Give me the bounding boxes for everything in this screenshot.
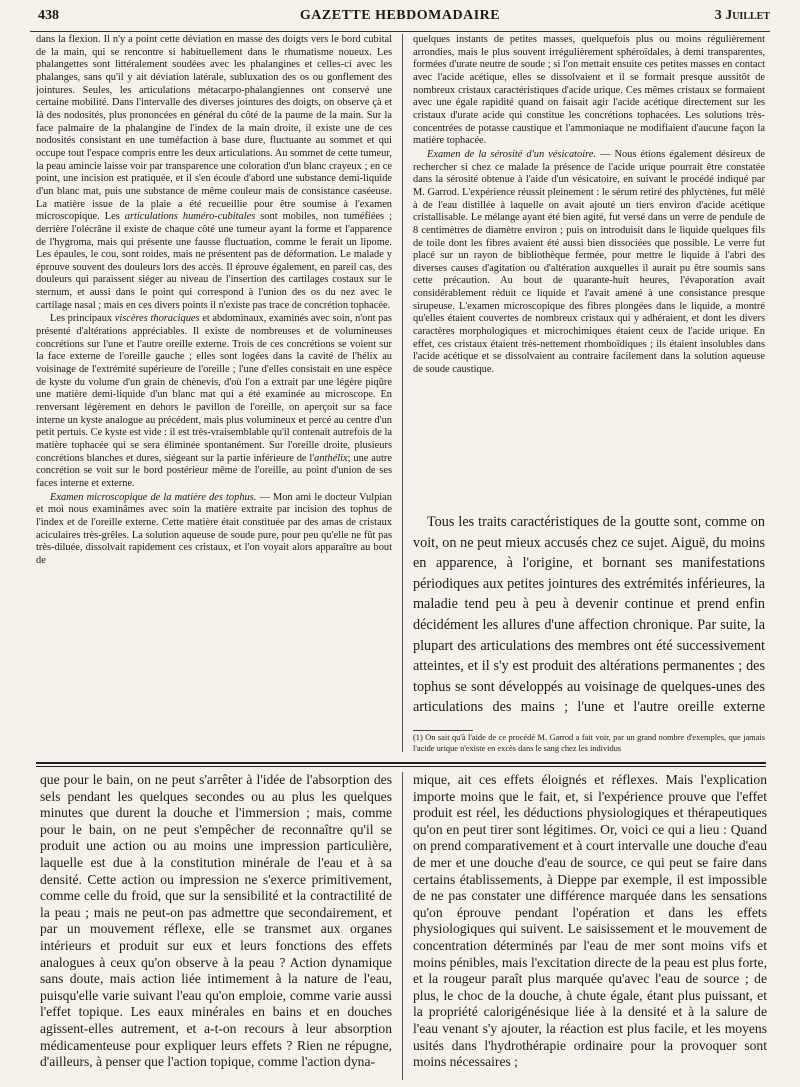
section-divider-thin xyxy=(36,766,766,767)
paragraph: Examen microscopique de la matière des tophus. — Mon ami le docteur Vulpian et moi nous examinâmes avec soin la matière extraite par incision des tophus de l'index et de l'oreille externe. Cette matière était constituée par des amas de cristaux aciculaires très-grêles. La solution aqueuse de soude pure, pour peu qu'elle ne fût pas très-diluée, dissolvait rapidement ces cristaux, et l'on voyait alors apparaître au bout de xyxy=(36,491,392,566)
column-divider xyxy=(402,772,403,1080)
page-number: 438 xyxy=(38,8,59,23)
top-left-column xyxy=(36,34,392,752)
paragraph: Examen de la sérosité d'un vésicatoire. — Nous étions également désireux de rechercher si chez ce malade la présence de l'acide urique pourrait être constatée dans la sérosité obtenue à l'aide d'un vésicatoire, en suivant le procédé indiqué par M. Garrod. L'expérience réussit pleinement : le sérum retiré des phlyctènes, fut mêlé à de l'eau distillée à laquelle on avait ajouté un tiers environ d'acide acétique cristallisable. Le mélange ayant été bien agité, fut versé dans un verre de pendule de 8 centimètres de diamètre environ ; puis on introduisit dans le liquide quelques fils de toile dont les fibres avaient été aussi bien dissociées que possible. Le verre fut placé sur un rayon de bibliothèque fermée, pour mettre le liquide à l'abri des diverses causes d'agitation ou d'altération auxquelles il aurait pu être soumis sans cette précaution. Au bout de quarante-huit heures, l'évaporation avait considérablement réduit ce liquide et l'avait amené à une consistance presque sirupeuse. L'examen microscopique des fibres plongées dans le liquide, a montré qu'elles étaient couvertes de nombreux cristaux qui y adhéraient, et dont les divers caractères morphologiques et microchimiques étaient ceux de l'acide urique. En effet, ces cristaux étaient très-nettement rhomboïdiques ; ils étaient insolubles dans l'acide acétique et se dissolvaient au contraire facilement dans la solution aqueuse de soude caustique. xyxy=(413,148,765,376)
paragraph: dans la flexion. Il n'y a point cette déviation en masse des doigts vers le bord cubital de la main, qui se rencontre si habituellement dans le rhumatisme noueux. Les phalangettes sont littéralement soudées avec les phalangines et celles-ci avec les phalanges, sans qu'il y ait déviation latérale, subluxation des os ou gonflement des jointures. Seules, les articulations métacarpo-phalangiennes ont conservé une certaine mobilité. Dans l'intervalle des diverses jointures des doigts, on observe çà et là des nodosités, plus prononcées en général du côté de la paume de la main. Sur la face palmaire de la phalangine de l'index de la main droite, il existe une de ces nodosités consistant en une tuméfaction à base dure, fluctuante au sommet et qui occupe tout l'espace compris entre les deux articulations. Au sommet de cette tumeur, la peau amincie laisse voir par transparence une coloration d'un blanc crayeux ; en ce point, une incision est pratiquée, et il s'en écoule d'abord une substance demi-liquide d'un blanc mat, puis une substance de même couleur mais de consistance caséeuse. La matière issue de la plaie a été recueillie pour être soumise à l'examen microscopique. Les articulations huméro-cubitales sont mobiles, non tuméfiées ; derrière l'olécrâne il existe de chaque côté une tumeur ayant la forme et l'apparence de l'hygroma, mais qui présente une fausse fluctuation, comme le ferait un lipome. Les épaules, le cou, sont roides, mais ne présentent pas de déformation. Le malade y éprouve souvent des douleurs lors des accès. Il éprouve également, en pareil cas, des douleurs qui paraissent siéger au niveau de l'insertion des cartilages costaux sur le sternum, et aussi dans le point qui correspond à l'union des os du nez avec le cartilage nasal ; mais en ces divers points il n'existe pas trace de concrétion tophacée. xyxy=(36,34,392,311)
header-rule xyxy=(30,31,770,32)
paragraph: que pour le bain, on ne peut s'arrêter à l'idée de l'absorption des sels pendant les quelques secondes ou au plus les quelques minutes que durent la douche et l'immersion ; mais, comme pour le bain, on ne peut s'empêcher de reconnaître qu'il se produit une action ou au moins une impression particulière, laquelle est due à la constitution minérale de l'eau et à sa densité. Cette action ou impression ne s'exerce primitivement, comme celle du froid, que sur la sensibilité et la contractilité de la peau ; mais ne peut-on pas admettre que secondairement, et par un mouvement réflexe, elle se transmet aux organes intérieurs et produit sur eux et leurs fonctions des effets analogues à ceux qu'on observe à la peau ? Action dynamique sans doute, mais action liée intimement à la nature de l'eau, puisqu'elle varie suivant l'eau qu'on emploie, comme varie aussi l'effet topique. Les eaux minérales en bains et en douches agissent-elles autrement, et a-t-on recours à leur absorption médicamenteuse pour expliquer leurs effets ? Rien ne répugne, d'ailleurs, à penser que l'action topique, comme l'action dyna- xyxy=(40,772,392,1070)
top-right-large-text xyxy=(413,512,765,718)
footnote-rule xyxy=(413,730,473,731)
bottom-left-column xyxy=(40,772,392,1080)
paragraph: mique, ait ces effets éloignés et réflexes. Mais l'explication importe moins que le fait, et, si l'expérience prouve que l'effet produit est réel, les déductions physiologiques et thérapeutiques qu'on en peut tirer sont légitimes. Or, voici ce qui a lieu : Quand on prend comparativement et à court intervalle une douche d'eau de mer et une douche d'eau de source, ce qui peut se faire dans certains établissements, à Dieppe par exemple, il est impossible de ne pas constater une différence marquée dans les sensations qu'on éprouve pendant l'opération et dans les effets physiologiques qui suivent. Le saisissement et le mouvement de concentration déterminés par l'eau de mer sont moins vifs et moins pénibles, mais l'excitation directe de la peau est plus forte, et la rougeur paraît plus marquée qu'avec l'eau de source ; de plus, le choc de la douche, à chute égale, étant plus puissant, et la propriété calorigénésique liée à la densité et à la salure de l'eau venant s'y ajouter, la réaction est plus facile, et les moyens usités dans l'hydrothérapie ordinaire pour la provoquer sont moins nécessaires ; xyxy=(413,772,767,1070)
paragraph: Les principaux viscères thoraciques et abdominaux, examinés avec soin, n'ont pas présenté d'altérations appréciables. Il existe de nombreuses et de volumineuses concrétions sur l'une et l'autre oreille externe. Trois de ces concrétions se voient sur la face externe de l'oreille gauche ; elles sont logées dans la cavité de l'hélix au voisinage de l'extrémité supérieure de l'oreille ; l'une d'elles consistait en une espèce de kyste du volume d'un grain de chènevis, d'où l'on a extrait par une légère piqûre une matière demi-liquide d'un blanc mat qui a été examinée au microscope. En renversant légèrement en dehors le pavillon de l'oreille, on aperçoit sur sa face interne un kyste analogue au précédent, mais plus volumineux et percé au centre d'un petit pertuis. Ce kyste est vide : il est très-vraisemblable qu'il contenait autrefois de la matière tophacée qui se sera éliminée spontanément. Sur l'oreille droite, plusieurs concrétions blanches et dures, siégeant sur la partie inférieure de l'anthélix; une autre concrétion se voit sur le bord postérieur même de l'oreille, au point d'union de ses faces interne et externe. xyxy=(36,313,392,489)
paragraph: Tous les traits caractéristiques de la goutte sont, comme on voit, on ne peut mieux accusés chez ce sujet. Aiguë, du moins en apparence, à l'origine, et bornant ses manifestations périodiques aux petites jointures des extrémités inférieures, la maladie tend peu à peu à devenir continue et prend enfin décidément les allures d'une affection chronique. Par suite, la plupart des articulations des membres ont été successivement atteintes, et il s'y est produit des altérations permanentes ; des tophus se sont développés au voisinage de quelques-unes des articulations des mains ; l'une et l'autre oreille externe xyxy=(413,514,765,716)
section-divider xyxy=(36,762,766,764)
bottom-right-column xyxy=(413,772,767,1080)
top-right-column xyxy=(413,34,765,490)
column-divider xyxy=(402,34,403,752)
paragraph: quelques instants de petites masses, quelquefois plus ou moins régulièrement arrondies, mais le plus souvent irrégulièrement sphéroïdales, à demi transparentes, formées d'urate neutre de soude ; si l'on mettait ensuite ces petites masses en contact avec l'acide acétique, elles se dissolvaient et il se formait presque aussitôt de nombreux cristaux caractéristiques d'acide urique. Ces mêmes cristaux se formaient avec une égale rapidité quand on faisait agir l'acide acétique directement sur les cristaux d'urate acide qui constitue les concrétions tophacées. Les solutions très-concentrées de potasse caustique et l'ammoniaque ne modifiaient d'aucune façon la matière tophacée. xyxy=(413,34,765,147)
journal-title: GAZETTE HEBDOMADAIRE xyxy=(299,8,501,23)
page-header xyxy=(30,2,770,32)
footnote: (1) On sait qu'à l'aide de ce procédé M. Garrod a fait voir, par un grand nombre d'exemples, que jamais l'acide urique n'existe en excès dans le sang chez les individus xyxy=(413,733,765,753)
issue-date: 3 Juillet xyxy=(714,8,770,23)
